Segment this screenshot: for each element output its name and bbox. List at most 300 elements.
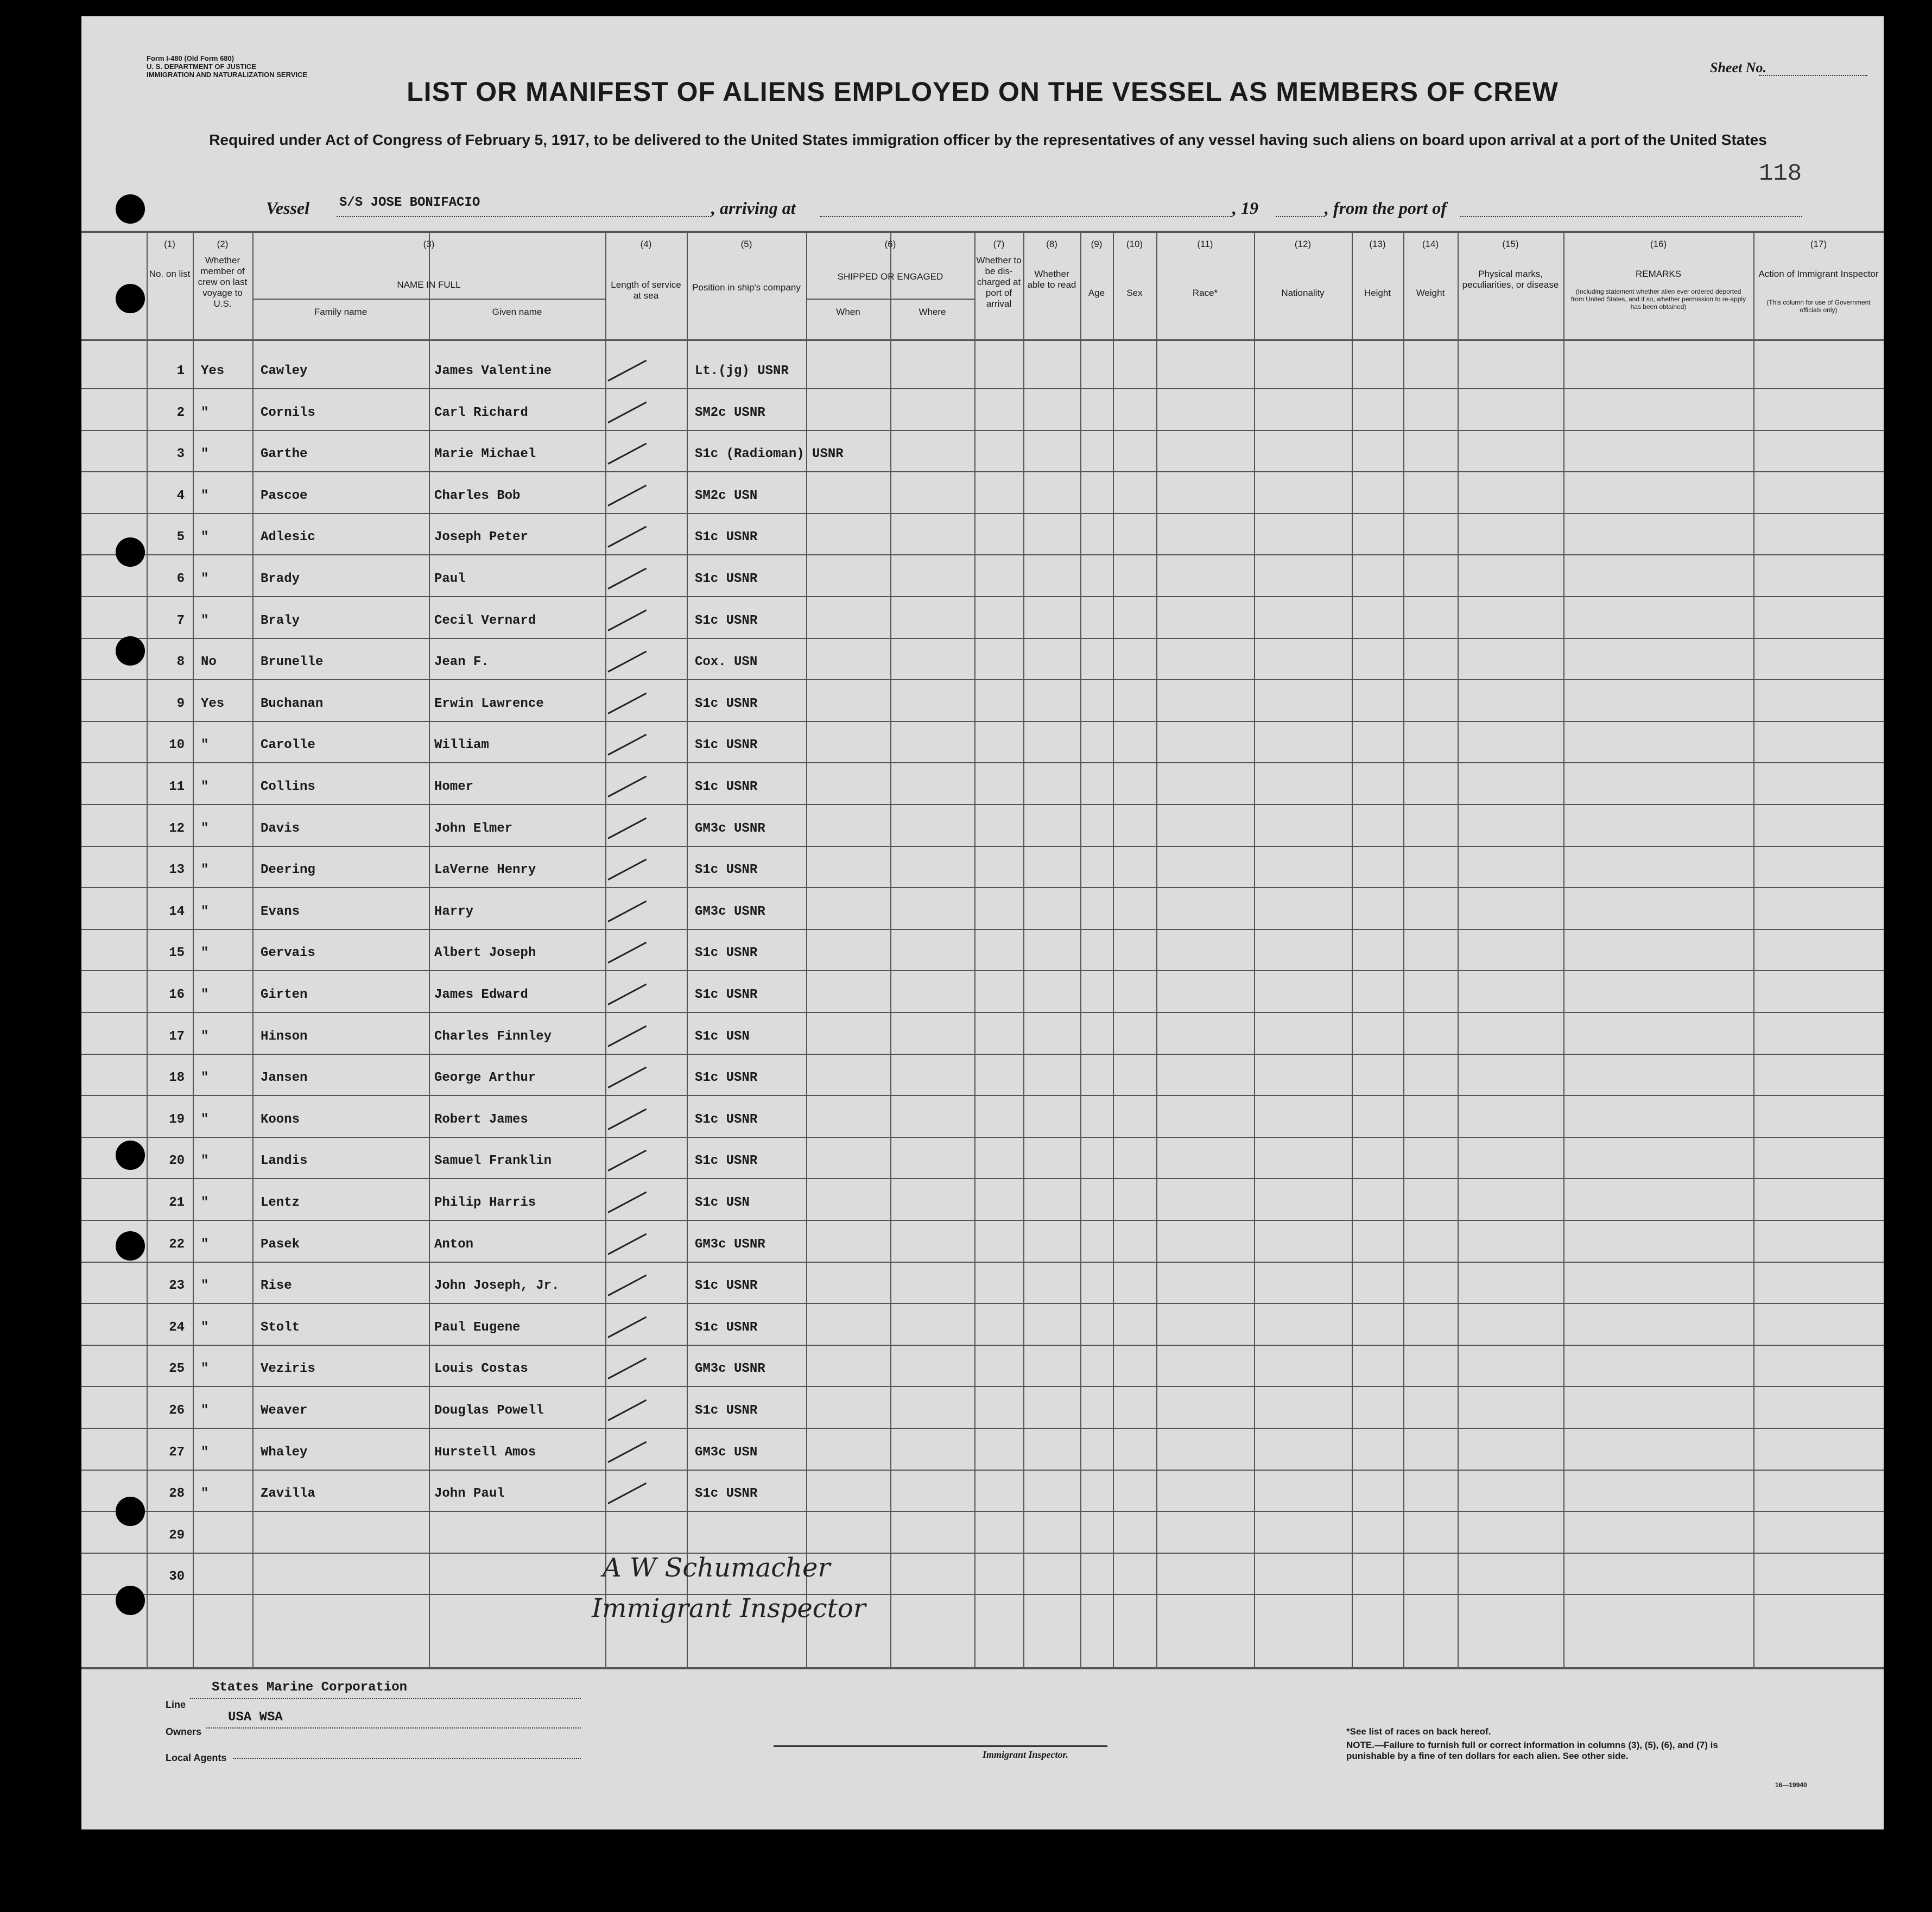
column-header: REMARKS (1635, 269, 1682, 279)
row-number: 11 (169, 780, 185, 794)
manifest-sheet (81, 16, 1884, 1829)
family-name-cell: Carolle (261, 738, 315, 753)
row-number: 27 (169, 1445, 185, 1460)
last-voyage-cell: " (201, 572, 209, 586)
last-voyage-cell: " (201, 946, 209, 961)
column-number: (13) (1369, 239, 1386, 249)
last-voyage-cell: No (201, 655, 217, 670)
table-row (81, 1237, 1884, 1259)
column-number: (1) (164, 239, 175, 249)
check-mark (607, 1441, 647, 1463)
family-name-cell: Evans (261, 904, 300, 919)
column-header: No. on list (149, 269, 191, 279)
given-name-cell: Hurstell Amos (434, 1445, 536, 1460)
position-cell: GM3c USNR (695, 1362, 765, 1377)
inspector-signature-title: Immigrant Inspector (592, 1593, 866, 1624)
check-mark (607, 443, 647, 465)
check-mark (607, 1400, 647, 1421)
check-mark (607, 651, 647, 673)
family-name-cell: Whaley (261, 1445, 308, 1460)
position-cell: SM2c USNR (695, 405, 765, 420)
check-mark (607, 360, 647, 382)
last-voyage-cell: " (201, 1486, 209, 1502)
row-number: 28 (169, 1486, 185, 1502)
position-cell: Lt.(jg) USNR (695, 364, 789, 378)
given-name-cell: Homer (434, 780, 474, 794)
from-port-label: , from the port of (1325, 198, 1447, 218)
column-number: (5) (740, 239, 752, 249)
year-label: , 19 (1232, 198, 1258, 218)
department-name: U. S. DEPARTMENT OF JUSTICE (147, 62, 256, 71)
punch-hole (116, 284, 145, 313)
grid-line (81, 929, 1884, 930)
table-row (81, 821, 1884, 843)
last-voyage-cell: " (201, 1029, 209, 1044)
grid-line (81, 804, 1884, 805)
last-voyage-cell: " (201, 1071, 209, 1086)
row-number: 24 (169, 1320, 185, 1335)
table-row (81, 447, 1884, 468)
position-cell: GM3c USNR (695, 821, 765, 836)
check-mark (607, 484, 647, 506)
given-name-cell: Louis Costas (434, 1362, 528, 1377)
given-name-cell: James Valentine (434, 364, 552, 378)
row-number: 17 (169, 1029, 185, 1044)
check-mark (607, 401, 647, 423)
last-voyage-cell: Yes (201, 364, 225, 378)
table-row (81, 655, 1884, 676)
table-row (81, 1362, 1884, 1383)
grid-line (81, 1594, 1884, 1595)
position-cell: S1c USNR (695, 1403, 758, 1418)
row-number: 14 (169, 904, 185, 919)
position-cell: S1c USN (695, 1195, 750, 1210)
family-name-cell: Pascoe (261, 488, 308, 503)
grid-line (81, 679, 1884, 680)
column-number: (6) (884, 239, 896, 249)
check-mark (607, 817, 647, 839)
family-name-cell: Hinson (261, 1029, 308, 1044)
print-code: 16—19940 (1775, 1781, 1807, 1789)
position-cell: S1c USNR (695, 780, 758, 794)
column-header: Nationality (1281, 288, 1325, 298)
last-voyage-cell: " (201, 1237, 209, 1252)
table-row (81, 364, 1884, 385)
sheet-no-label: Sheet No. (1710, 60, 1766, 75)
family-name-cell: Lentz (261, 1195, 300, 1210)
check-mark (607, 900, 647, 922)
position-cell: GM3c USNR (695, 904, 765, 919)
local-agents-label: Local Agents (166, 1752, 227, 1763)
given-name-cell: LaVerne Henry (434, 863, 536, 878)
check-mark (607, 1233, 647, 1255)
position-cell: S1c USN (695, 1029, 750, 1044)
given-name-cell: Samuel Franklin (434, 1154, 552, 1169)
column-header: Whether member of crew on last voyage to U.S. (198, 255, 248, 309)
given-name-cell: Cecil Vernard (434, 613, 536, 628)
position-cell: Cox. USN (695, 655, 758, 670)
given-name-cell: Albert Joseph (434, 946, 536, 961)
check-mark (607, 692, 647, 714)
position-cell: S1c USNR (695, 738, 758, 753)
position-cell: S1c (Radioman) USNR (695, 447, 844, 462)
column-header: Height (1364, 288, 1391, 298)
given-name-cell: Philip Harris (434, 1195, 536, 1210)
check-mark (607, 776, 647, 797)
last-voyage-cell: " (201, 1278, 209, 1294)
grid-line (81, 1553, 1884, 1554)
position-cell: S1c USNR (695, 946, 758, 961)
column-number: (8) (1046, 239, 1057, 249)
inspector-signature: A W Schumacher (603, 1553, 831, 1583)
position-cell: S1c USNR (695, 530, 758, 545)
table-row (81, 1320, 1884, 1342)
given-name-cell: Joseph Peter (434, 530, 528, 545)
row-number: 15 (169, 946, 185, 961)
column-header: SHIPPED OR ENGAGED (837, 271, 943, 282)
family-name-cell: Stolt (261, 1320, 300, 1335)
given-name-cell: Douglas Powell (434, 1403, 544, 1418)
given-name-cell: Robert James (434, 1112, 528, 1127)
family-name-cell: Collins (261, 780, 315, 794)
grid-line (81, 430, 1884, 431)
line-label: Line (166, 1699, 186, 1710)
position-cell: S1c USNR (695, 1071, 758, 1086)
check-mark (607, 734, 647, 756)
family-name-cell: Adlesic (261, 530, 315, 545)
page-title: LIST OR MANIFEST OF ALIENS EMPLOYED ON THE VESSEL AS MEMBERS OF CREW (407, 77, 1559, 107)
grid-line (806, 299, 974, 300)
vessel-name: S/S JOSE BONIFACIO (339, 195, 480, 210)
owners-value: USA WSA (228, 1710, 283, 1725)
row-number: 19 (169, 1112, 185, 1127)
check-mark (607, 1025, 647, 1047)
given-name-cell: Anton (434, 1237, 474, 1252)
grid-line (81, 1511, 1884, 1512)
last-voyage-cell: " (201, 1154, 209, 1169)
immigrant-inspector-label: Immigrant Inspector. (983, 1749, 1069, 1760)
row-number: 22 (169, 1237, 185, 1252)
row-number: 26 (169, 1403, 185, 1418)
grid-line (81, 1054, 1884, 1055)
given-name-cell: Harry (434, 904, 474, 919)
table-row (81, 1569, 1884, 1591)
family-name-cell: Buchanan (261, 696, 324, 711)
column-number: (3) (423, 239, 435, 249)
grid-line (81, 1178, 1884, 1179)
given-name-cell: Carl Richard (434, 405, 528, 420)
last-voyage-cell: " (201, 780, 209, 794)
position-cell: S1c USNR (695, 1278, 758, 1294)
family-name-cell: Girten (261, 987, 308, 1002)
last-voyage-cell: " (201, 987, 209, 1002)
year-field-line (1276, 216, 1325, 217)
column-number: (16) (1650, 239, 1667, 249)
given-name-cell: Paul (434, 572, 466, 586)
subheader-when: When (836, 307, 860, 317)
line-field-line (190, 1698, 581, 1699)
row-number: 16 (169, 987, 185, 1002)
punch-hole (116, 1586, 145, 1615)
last-voyage-cell: " (201, 1320, 209, 1335)
check-mark (607, 1316, 647, 1338)
grid-line (81, 762, 1884, 763)
row-number: 7 (176, 613, 185, 628)
position-cell: SM2c USN (695, 488, 758, 503)
check-mark (607, 1275, 647, 1296)
last-voyage-cell: " (201, 1112, 209, 1127)
row-number: 6 (176, 572, 185, 586)
column-number: (4) (640, 239, 652, 249)
page-subtitle: Required under Act of Congress of February 5, 1917, to be delivered to the United States immigration officer by the representatives of any vessel having such aliens on board upon arrival at a port of the United States (209, 131, 1767, 148)
table-row (81, 489, 1884, 510)
punch-hole (116, 636, 145, 666)
table-row (81, 613, 1884, 635)
owners-field-line (206, 1727, 581, 1729)
last-voyage-cell: " (201, 1362, 209, 1377)
punch-hole (116, 194, 145, 224)
table-row (81, 1278, 1884, 1300)
family-name-cell: Weaver (261, 1403, 308, 1418)
family-name-cell: Rise (261, 1278, 292, 1294)
position-cell: GM3c USN (695, 1445, 758, 1460)
last-voyage-cell: " (201, 530, 209, 545)
check-mark (607, 1108, 647, 1130)
row-number: 13 (169, 863, 185, 878)
column-header: Position in ship's company (692, 282, 801, 293)
last-voyage-cell: " (201, 1403, 209, 1418)
remarks-note: (Including statement whether alien ever ordered deported from United States, and if so, whether permission to re-apply has been obtained) (1570, 288, 1746, 311)
last-voyage-cell: " (201, 863, 209, 878)
column-header: NAME IN FULL (397, 280, 461, 290)
punch-hole (116, 537, 145, 567)
table-row (81, 1112, 1884, 1134)
column-header: Physical marks, peculiarities, or disease (1462, 269, 1559, 290)
given-name-cell: John Joseph, Jr. (434, 1278, 560, 1294)
given-name-cell: Charles Bob (434, 488, 521, 503)
grid-line (81, 1095, 1884, 1096)
column-number: (2) (217, 239, 229, 249)
grid-line (81, 554, 1884, 555)
family-name-cell: Braly (261, 613, 300, 628)
grid-line (81, 970, 1884, 971)
row-number: 1 (176, 364, 185, 378)
last-voyage-cell: " (201, 488, 209, 503)
row-number: 9 (176, 696, 185, 711)
page-number: 118 (1759, 160, 1802, 187)
row-number: 10 (169, 738, 185, 753)
position-cell: GM3c USNR (695, 1237, 765, 1252)
row-number: 3 (176, 447, 185, 462)
position-cell: S1c USNR (695, 1320, 758, 1335)
from-port-field-line (1460, 216, 1802, 217)
column-header: Whether able to read (1027, 269, 1076, 290)
grid-line (81, 1262, 1884, 1263)
grid-line (81, 1470, 1884, 1471)
subheader-where: Where (919, 307, 946, 317)
given-name-cell: Marie Michael (434, 447, 536, 462)
check-mark (607, 1150, 647, 1172)
inspector-signature-line (774, 1745, 1107, 1747)
form-number: Form I-480 (Old Form 680) (147, 54, 235, 62)
column-number: (15) (1502, 239, 1519, 249)
family-name-cell: Veziris (261, 1362, 315, 1377)
given-name-cell: James Edward (434, 987, 528, 1002)
check-mark (607, 526, 647, 548)
check-mark (607, 1192, 647, 1213)
row-number: 12 (169, 821, 185, 836)
grid-line (81, 1137, 1884, 1138)
grid-line (81, 846, 1884, 847)
last-voyage-cell: Yes (201, 696, 225, 711)
column-header: Race* (1192, 288, 1218, 298)
row-number: 18 (169, 1071, 185, 1086)
last-voyage-cell: " (201, 1195, 209, 1210)
table-row (81, 697, 1884, 718)
table-row (81, 1195, 1884, 1217)
column-header: Action of Immigrant Inspector (1758, 269, 1879, 279)
action-note: (This column for use of Government officials only) (1766, 299, 1871, 314)
given-name-cell: George Arthur (434, 1071, 536, 1086)
check-mark (607, 942, 647, 964)
local-agents-field-line (233, 1758, 581, 1759)
check-mark (607, 1483, 647, 1504)
column-number: (9) (1091, 239, 1103, 249)
grid-line (81, 1303, 1884, 1304)
races-note: *See list of races on back hereof. (1346, 1726, 1491, 1737)
vessel-label: Vessel (266, 198, 309, 218)
grid-line (81, 339, 1884, 341)
row-number: 8 (176, 655, 185, 670)
check-mark (607, 609, 647, 631)
row-number: 21 (169, 1195, 185, 1210)
check-mark (607, 984, 647, 1005)
crew-table (81, 231, 1884, 1669)
punch-hole (116, 1141, 145, 1170)
row-number: 29 (169, 1528, 185, 1543)
grid-line (81, 1667, 1884, 1669)
row-number: 30 (169, 1569, 185, 1585)
grid-line (81, 638, 1884, 639)
grid-line (81, 1220, 1884, 1221)
grid-line (81, 1386, 1884, 1387)
last-voyage-cell: " (201, 1445, 209, 1460)
position-cell: S1c USNR (695, 1112, 758, 1127)
table-row (81, 904, 1884, 926)
check-mark (607, 568, 647, 590)
row-number: 25 (169, 1362, 185, 1377)
last-voyage-cell: " (201, 738, 209, 753)
family-name-cell: Cawley (261, 364, 308, 378)
given-name-cell: William (434, 738, 489, 753)
table-row (81, 1154, 1884, 1175)
family-name-cell: Cornils (261, 405, 315, 420)
table-row (81, 780, 1884, 801)
owners-label: Owners (166, 1726, 202, 1737)
service-name: IMMIGRATION AND NATURALIZATION SERVICE (147, 71, 308, 79)
penalty-note: NOTE.—Failure to furnish full or correct information in columns (3), (5), (6), and (7) is punishable by a fine of ten dollars for each alien. See other side. (1346, 1740, 1718, 1761)
family-name-cell: Pasek (261, 1237, 300, 1252)
row-number: 4 (176, 488, 185, 503)
column-header: Sex (1126, 288, 1143, 298)
grid-line (81, 471, 1884, 472)
grid-line (81, 1428, 1884, 1429)
line-value: States Marine Corporation (212, 1680, 408, 1695)
column-header: Age (1088, 288, 1105, 298)
family-name-cell: Gervais (261, 946, 315, 961)
column-number: (10) (1126, 239, 1143, 249)
row-number: 5 (176, 530, 185, 545)
given-name-cell: John Elmer (434, 821, 513, 836)
punch-hole (116, 1231, 145, 1261)
family-name-cell: Deering (261, 863, 315, 878)
table-row (81, 1445, 1884, 1467)
column-header: Whether to be dis-charged at port of arrival (976, 255, 1022, 309)
last-voyage-cell: " (201, 821, 209, 836)
family-name-cell: Garthe (261, 447, 308, 462)
table-row (81, 987, 1884, 1009)
column-header: Length of service at sea (611, 280, 681, 301)
table-row (81, 863, 1884, 884)
family-name-cell: Brunelle (261, 655, 324, 670)
subheader-family-name: Family name (314, 307, 368, 317)
position-cell: S1c USNR (695, 1486, 758, 1502)
column-header: Weight (1416, 288, 1445, 298)
position-cell: S1c USNR (695, 863, 758, 878)
family-name-cell: Brady (261, 572, 300, 586)
table-row (81, 572, 1884, 593)
row-number: 2 (176, 405, 185, 420)
table-row (81, 406, 1884, 427)
grid-line (81, 1012, 1884, 1013)
grid-line (81, 388, 1884, 389)
given-name-cell: Erwin Lawrence (434, 696, 544, 711)
family-name-cell: Davis (261, 821, 300, 836)
last-voyage-cell: " (201, 447, 209, 462)
last-voyage-cell: " (201, 904, 209, 919)
table-row (81, 530, 1884, 552)
given-name-cell: Jean F. (434, 655, 489, 670)
position-cell: S1c USNR (695, 1154, 758, 1169)
subheader-given-name: Given name (492, 307, 542, 317)
table-row (81, 1071, 1884, 1092)
family-name-cell: Landis (261, 1154, 308, 1169)
last-voyage-cell: " (201, 613, 209, 628)
check-mark (607, 859, 647, 881)
position-cell: S1c USNR (695, 572, 758, 586)
position-cell: S1c USNR (695, 987, 758, 1002)
grid-line (81, 721, 1884, 722)
arriving-field-line (820, 216, 1232, 217)
given-name-cell: Charles Finnley (434, 1029, 552, 1044)
column-number: (12) (1294, 239, 1312, 249)
grid-line (81, 513, 1884, 514)
row-number: 20 (169, 1154, 185, 1169)
row-number: 23 (169, 1278, 185, 1294)
table-row (81, 946, 1884, 967)
vessel-field-line (337, 216, 711, 217)
family-name-cell: Jansen (261, 1071, 308, 1086)
punch-hole (116, 1497, 145, 1526)
position-cell: S1c USNR (695, 613, 758, 628)
grid-line (81, 1345, 1884, 1346)
column-number: (11) (1197, 239, 1213, 249)
grid-line (81, 231, 1884, 233)
given-name-cell: John Paul (434, 1486, 505, 1502)
grid-line (81, 887, 1884, 888)
check-mark (607, 1067, 647, 1088)
arriving-label: , arriving at (711, 198, 796, 218)
